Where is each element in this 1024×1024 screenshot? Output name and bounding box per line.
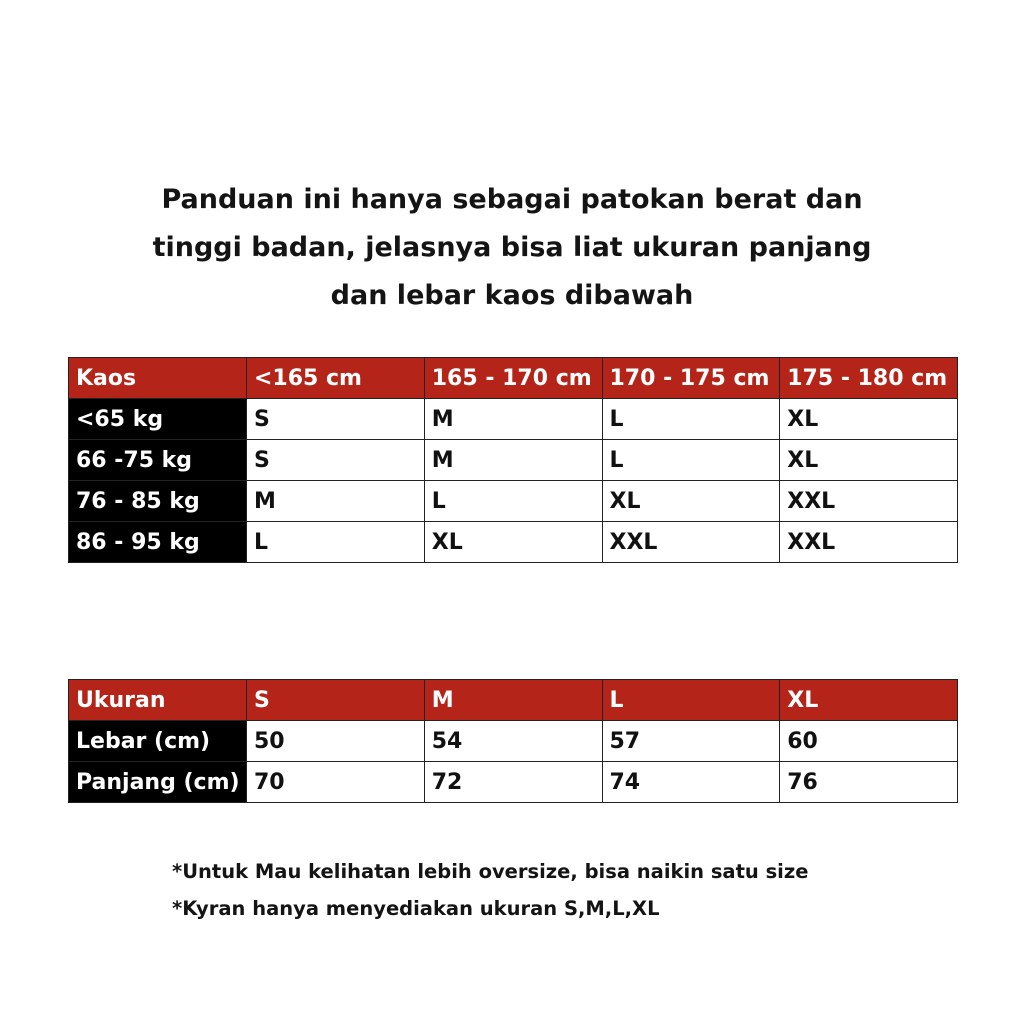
table-cell: M — [247, 481, 425, 522]
header-cell: 170 - 175 cm — [602, 358, 780, 399]
footnote: *Untuk Mau kelihatan lebih oversize, bisa naikin satu size — [172, 860, 809, 883]
table-row — [69, 481, 958, 522]
row-label: 66 -75 kg — [69, 440, 247, 481]
table-row — [69, 399, 958, 440]
table-cell: 50 — [247, 721, 425, 762]
header-cell: M — [424, 680, 602, 721]
header-cell: XL — [780, 680, 958, 721]
header-cell: <165 cm — [247, 358, 425, 399]
intro-text — [0, 176, 1024, 320]
header-cell: 165 - 170 cm — [424, 358, 602, 399]
table-cell: L — [424, 481, 602, 522]
size-guide-table — [68, 357, 958, 563]
table-cell: XL — [780, 440, 958, 481]
table-row — [69, 440, 958, 481]
row-label: 76 - 85 kg — [69, 481, 247, 522]
table-cell: XXL — [602, 522, 780, 563]
intro-line: tinggi badan, jelasnya bisa liat ukuran panjang — [152, 232, 872, 263]
row-label: 86 - 95 kg — [69, 522, 247, 563]
row-label: Panjang (cm) — [69, 762, 247, 803]
table-cell: L — [247, 522, 425, 563]
footnote: *Kyran hanya menyediakan ukuran S,M,L,XL — [172, 897, 660, 920]
table-cell: XL — [424, 522, 602, 563]
table-cell: XXL — [780, 481, 958, 522]
header-cell: 175 - 180 cm — [780, 358, 958, 399]
table-cell: 60 — [780, 721, 958, 762]
table-cell: S — [247, 399, 425, 440]
intro-line: Panduan ini hanya sebagai patokan berat dan — [161, 184, 863, 215]
table-cell: 74 — [602, 762, 780, 803]
table-row — [69, 721, 958, 762]
intro-line: dan lebar kaos dibawah — [330, 280, 694, 311]
header-cell: L — [602, 680, 780, 721]
footnotes — [172, 853, 808, 927]
table-cell: XXL — [780, 522, 958, 563]
table-cell: L — [602, 440, 780, 481]
table-cell: 76 — [780, 762, 958, 803]
table-cell: XL — [602, 481, 780, 522]
table-cell: L — [602, 399, 780, 440]
table-cell: 57 — [602, 721, 780, 762]
measurement-table — [68, 679, 958, 803]
row-label: Lebar (cm) — [69, 721, 247, 762]
row-label: <65 kg — [69, 399, 247, 440]
table-cell: 70 — [247, 762, 425, 803]
table-row — [69, 522, 958, 563]
table-cell: XL — [780, 399, 958, 440]
table-header-row — [69, 358, 958, 399]
header-cell: S — [247, 680, 425, 721]
header-cell: Ukuran — [69, 680, 247, 721]
header-cell: Kaos — [69, 358, 247, 399]
table-cell: M — [424, 440, 602, 481]
table-cell: 72 — [424, 762, 602, 803]
table-cell: M — [424, 399, 602, 440]
table-cell: S — [247, 440, 425, 481]
table-cell: 54 — [424, 721, 602, 762]
table-row — [69, 762, 958, 803]
table-header-row — [69, 680, 958, 721]
